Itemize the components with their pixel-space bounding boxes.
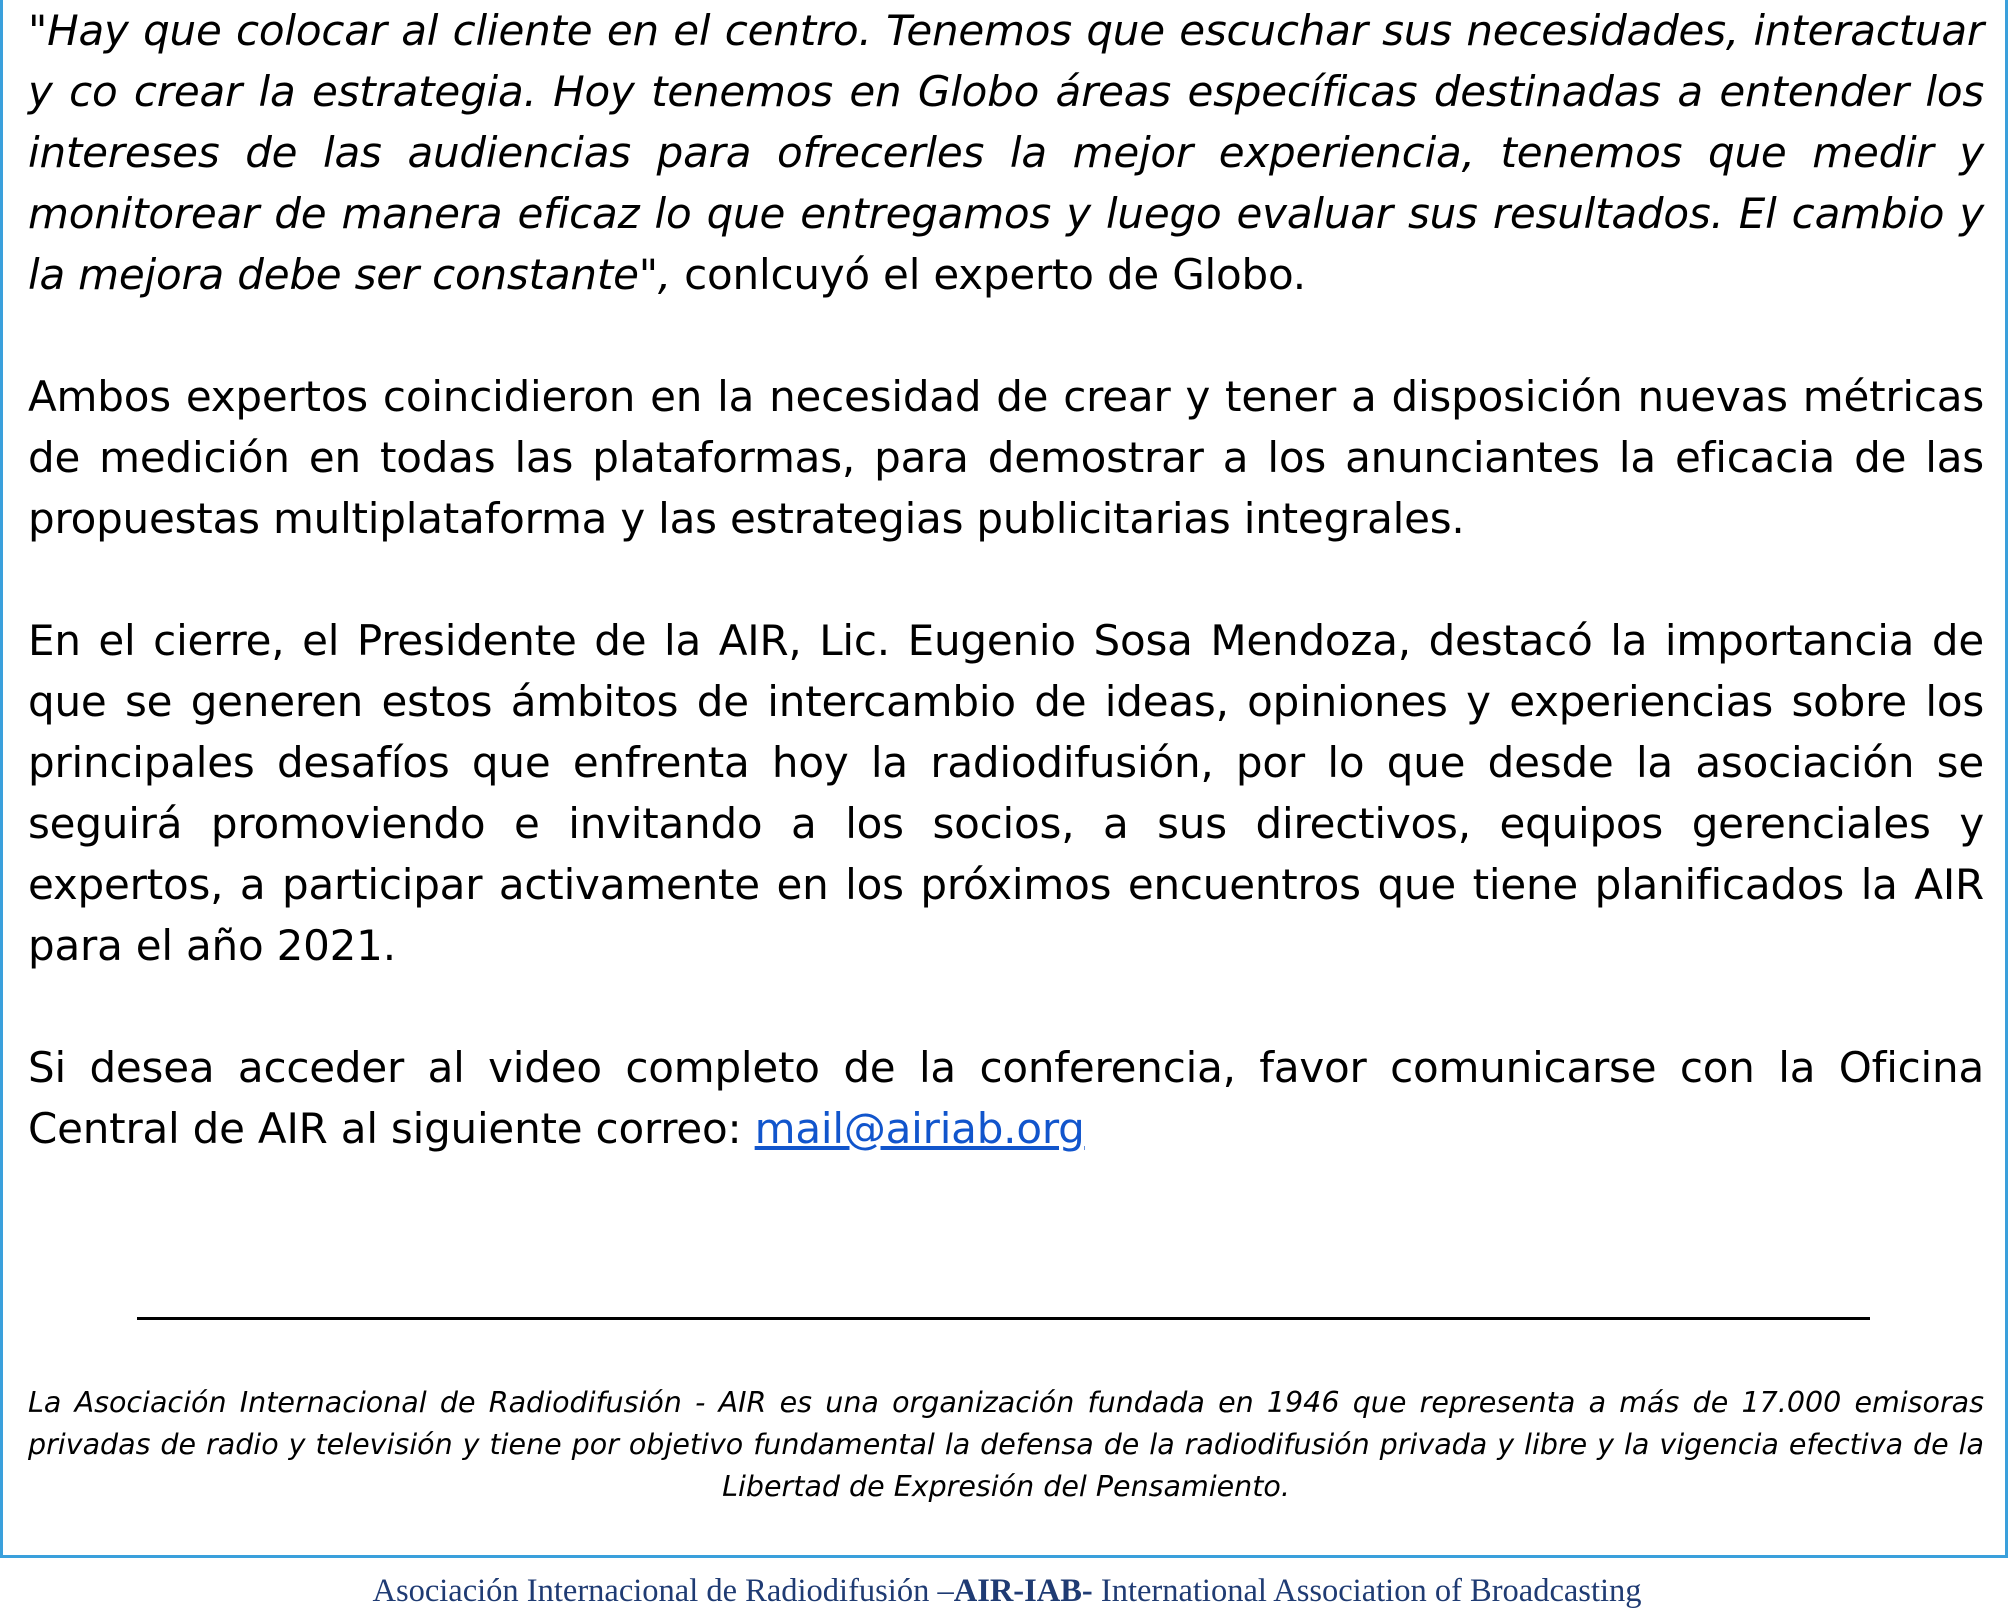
footer-acronym: AIR-IAB- — [953, 1573, 1093, 1609]
closing-paragraph: En el cierre, el Presidente de la AIR, Lic. Eugenio Sosa Mendoza, destacó la importancia de que se generen estos ámbitos de intercambio de ideas, opiniones y experiencias sobre los principales desafíos que enfrenta hoy la radiodifusión, por lo que desde la asociación se seguirá promoviendo e invitando a los socios, a sus directivos, equipos gerenciales y expertos, a participar activamente en los próximos encuentros que tiene planificados la AIR para el año 2021. — [28, 616, 1984, 970]
video-access-text: Si desea acceder al video completo de la conferencia, favor comunicarse con la Oficina Central de AIR al siguiente correo: — [28, 1043, 1984, 1153]
article-body — [28, 0, 1984, 1159]
quote-paragraph — [28, 0, 1984, 305]
footer-suffix: International Association of Broadcasting — [1092, 1573, 1642, 1609]
section-divider — [137, 1317, 1870, 1320]
contact-email-link[interactable]: mail@airiab.org — [754, 1104, 1085, 1153]
footer-prefix: Asociación Internacional de Radiodifusión – — [372, 1573, 954, 1609]
metrics-paragraph: Ambos expertos coincidieron en la necesidad de crear y tener a disposición nuevas métricas de medición en todas las plataformas, para demostrar a los anunciantes la eficacia de las propuestas multiplataforma y las estrategias publicitarias integrales. — [28, 372, 1984, 543]
page-footer — [0, 1571, 2014, 1611]
video-access-paragraph — [28, 1037, 1984, 1159]
about-air-text: La Asociación Internacional de Radiodifusión - AIR es una organización fundada en 1946 que representa a más de 17.000 emisoras privadas de radio y televisión y tiene por objetivo fundamental la defensa de la radiodifusión privada y libre y la vigencia efectiva de la Libertad de Expresión del Pensamiento. — [28, 1386, 1984, 1503]
globo-quote: "Hay que colocar al cliente en el centro. Tenemos que escuchar sus necesidades, interactuar y co crear la estrategia. Hoy tenemos en Globo áreas específicas destinadas a entender los intereses de las audiencias para ofrecerles la mejor experiencia, tenemos que medir y monitorear de manera eficaz lo que entregamos y luego evaluar sus resultados. El cambio y la mejora debe ser constante", — [28, 6, 1984, 299]
quote-attribution: conlcuyó el experto de Globo. — [671, 250, 1306, 299]
